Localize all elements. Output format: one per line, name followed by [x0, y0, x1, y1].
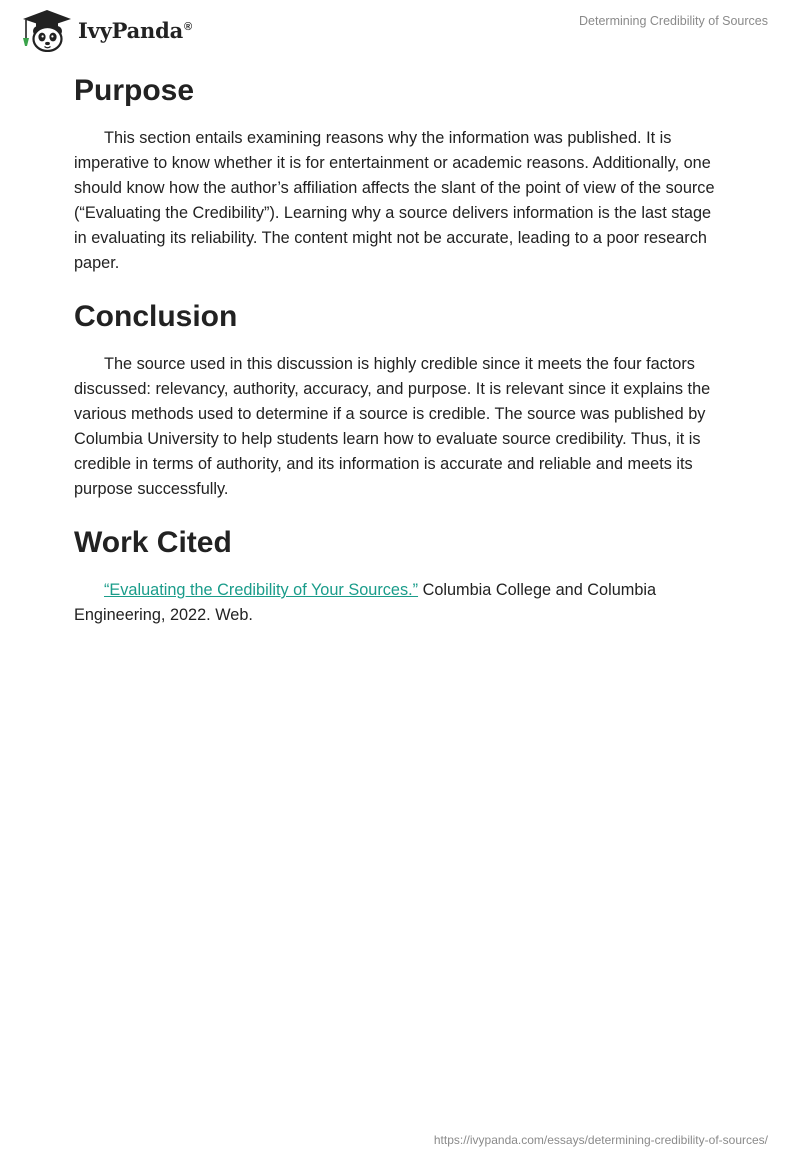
section-paragraph: The source used in this discussion is highly credible since it meets the four factors discussed: relevancy, authority, accuracy, and purpose. It is relevant since it explains the various methods used to determine if a source is credible. The source was published by Columbia University to help students learn how to evaluate source credibility. Thus, it is credible in terms of authority, and its information is accurate and reliable and meets its purpose successfully.	[74, 355, 711, 498]
panda-graduate-icon	[14, 8, 76, 52]
citation-link[interactable]: “Evaluating the Credibility of Your Sources.”	[104, 581, 419, 599]
logo-text: IvyPanda®	[78, 17, 192, 43]
section-heading: Purpose	[74, 74, 195, 107]
section-paragraph: This section entails examining reasons why the information was published. It is imperative to know whether it is for entertainment or academic reasons. Additionally, one should know how the author’s affiliation affects the slant of the point of view of the source (“Evaluating the Credibility”). Learning why a source delivers information is the last stage in evaluating its reliability. The content might not be accurate, leading to a poor research paper.	[74, 129, 715, 272]
citation-paragraph	[74, 578, 724, 628]
section-heading: Conclusion	[74, 300, 238, 333]
essay-content	[74, 70, 724, 648]
page-header	[0, 0, 800, 60]
section-heading: Work Cited	[74, 526, 232, 559]
section-conclusion	[74, 296, 724, 502]
section-work-cited	[74, 522, 724, 628]
footer-url[interactable]: https://ivypanda.com/essays/determining-credibility-of-sources/	[433, 1133, 768, 1147]
registered-mark: ®	[184, 20, 192, 33]
section-purpose	[74, 70, 724, 276]
running-title: Determining Credibility of Sources	[579, 14, 768, 28]
citation-text: Columbia College and Columbia Engineering, 2022. Web.	[74, 581, 657, 624]
ivypanda-logo[interactable]	[14, 8, 192, 52]
